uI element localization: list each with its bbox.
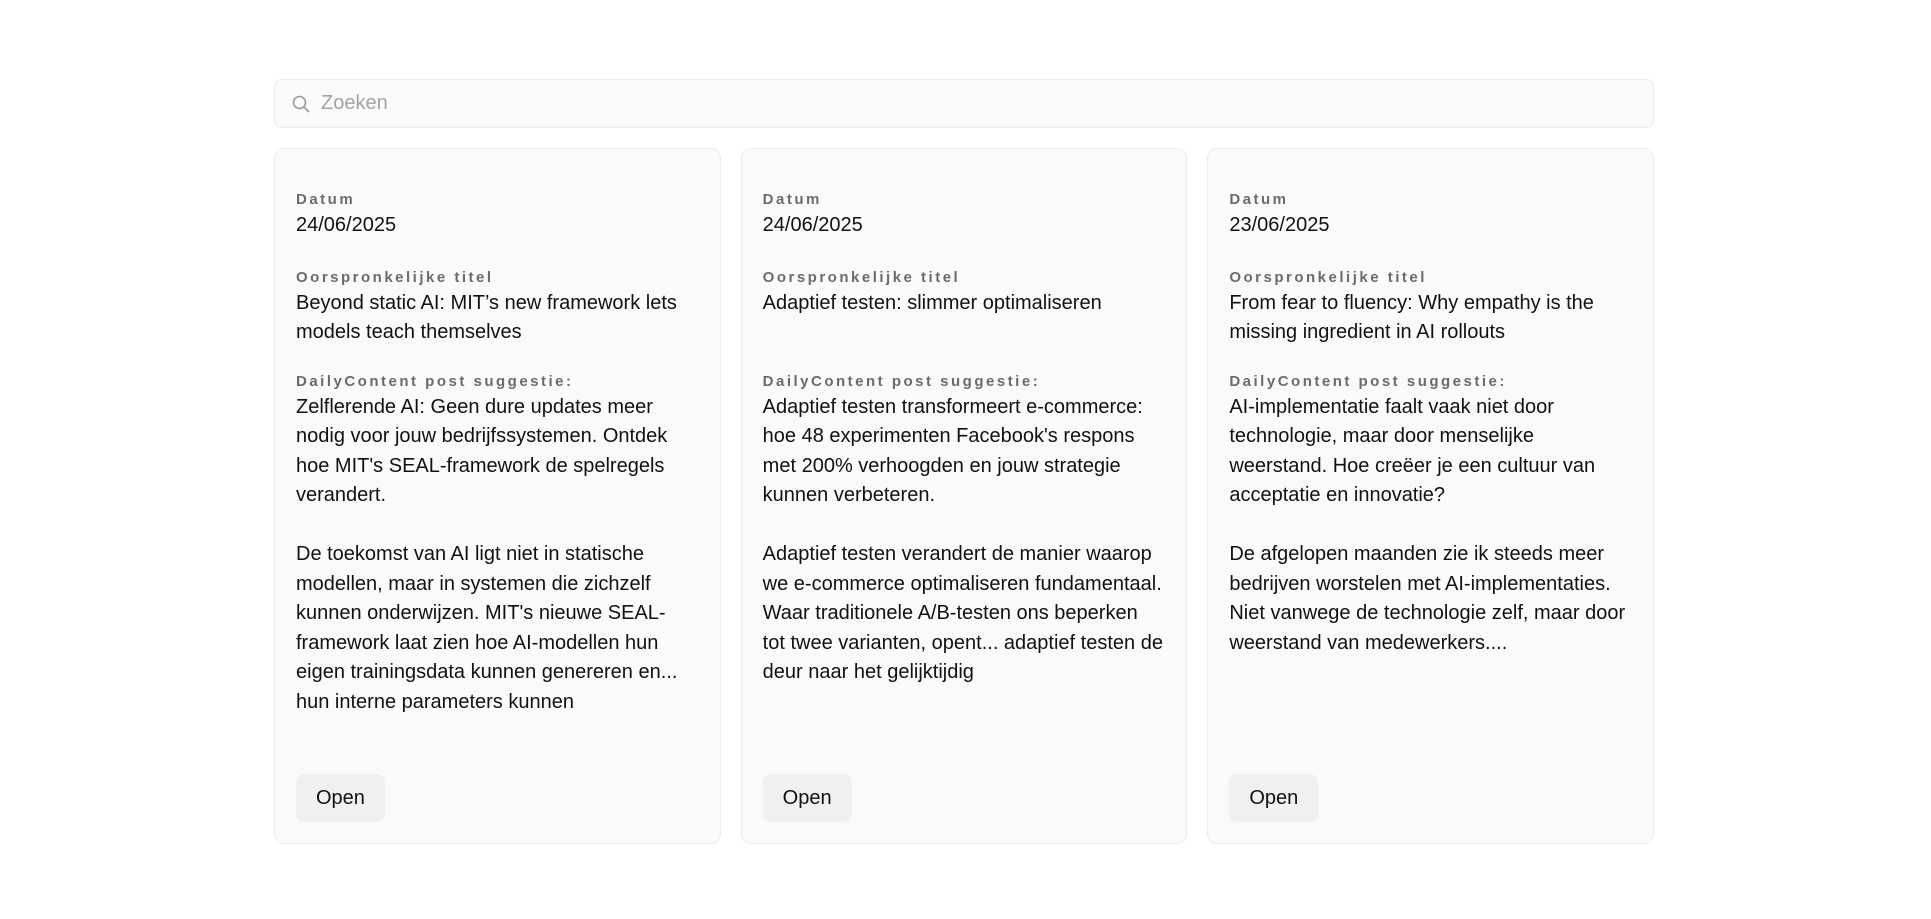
date-block (1229, 191, 1632, 241)
suggestion-block (296, 372, 699, 713)
suggestion-label: DailyContent post suggestie: (1229, 372, 1507, 390)
content-card (741, 148, 1188, 844)
search-icon (291, 94, 311, 114)
date-block (763, 191, 1166, 241)
date-label: Datum (1229, 191, 1289, 208)
title-block (763, 269, 1166, 349)
suggestion-block (763, 373, 1166, 697)
date-label: Datum (296, 191, 356, 208)
title-block (1229, 269, 1632, 349)
date-label: Datum (762, 191, 822, 208)
original-title-label: Oorspronkelijke titel (762, 268, 961, 286)
main-content (274, 79, 1654, 844)
content-card (274, 148, 721, 844)
open-button[interactable]: Open (1229, 774, 1318, 822)
original-title-value: Adaptief testen: slimmer optimaliseren (762, 291, 1102, 314)
date-value: 24/06/2025 (762, 214, 863, 236)
content-card (1207, 148, 1654, 844)
search-input[interactable] (321, 92, 1621, 115)
card-grid (274, 148, 1654, 844)
open-button[interactable]: Open (296, 774, 385, 822)
open-button[interactable]: Open (763, 774, 852, 822)
suggestion-label: DailyContent post suggestie: (762, 372, 1041, 390)
search-bar[interactable] (274, 79, 1654, 128)
suggestion-block (1229, 373, 1632, 697)
suggestion-text[interactable]: AI-implementatie faalt vaak niet door technologie, maar door menselijke weerstand. Hoe creëer je een cultuur van acceptatie en innovatie? De afgelopen maanden zie ik steeds meer bedrijven worstelen met AI-implementaties. Niet vanwege de technologie zelf, maar door weerstand van medewerkers.... (1229, 395, 1626, 654)
original-title-label: Oorspronkelijke titel (1229, 268, 1427, 286)
original-title-value: From fear to fluency: Why empathy is the missing ingredient in AI rollouts (1229, 291, 1594, 343)
date-value: 23/06/2025 (1229, 214, 1330, 236)
original-title-label: Oorspronkelijke titel (296, 268, 494, 286)
title-block (296, 269, 699, 349)
suggestion-text[interactable]: Zelflerende AI: Geen dure updates meer nodig voor jouw bedrijfssystemen. Ontdek hoe MIT's SEAL-framework de spelregels verandert. De toekomst van AI ligt niet in statische modellen, maar in systemen die zichzelf kunnen onderwijzen. MIT's nieuwe SEAL-framework laat zien hoe AI-modellen hun eigen trainingsdata kunnen genereren en... hun interne parameters kunnen (296, 395, 678, 713)
suggestion-label: DailyContent post suggestie: (296, 372, 574, 390)
date-block (296, 191, 699, 241)
original-title-value: Beyond static AI: MIT’s new framework lets models teach themselves (296, 291, 677, 343)
suggestion-text[interactable]: Adaptief testen transformeert e-commerce: hoe 48 experimenten Facebook's respons met 200% verhoogden en jouw strategie kunnen verbeteren. Adaptief testen verandert de manier waarop we e-commerce optimaliseren fundamentaal. Waar traditionele A/B-testen ons beperken tot twee varianten, opent... adaptief testen de deur naar het gelijktijdig (762, 395, 1163, 683)
date-value: 24/06/2025 (296, 214, 397, 236)
